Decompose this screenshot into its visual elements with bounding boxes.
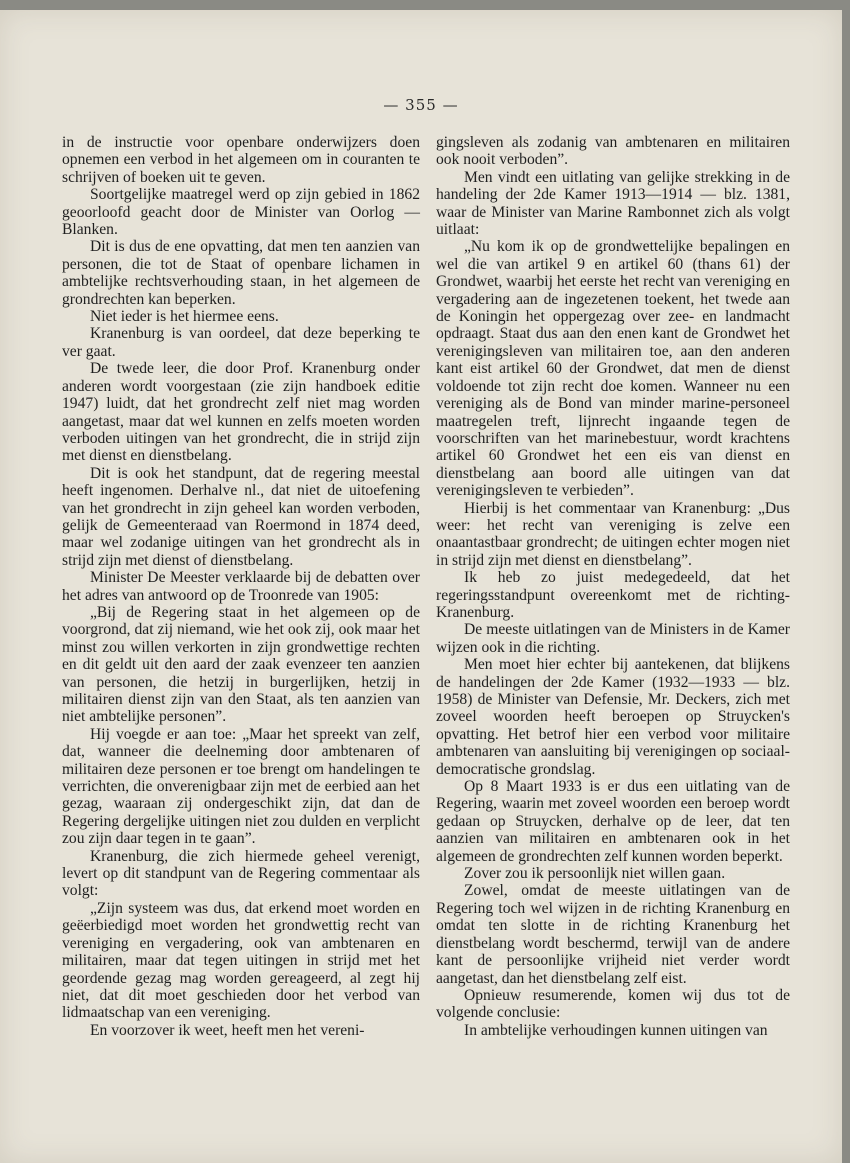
paragraph: Niet ieder is het hiermee eens. (90, 308, 279, 326)
left-column (62, 134, 420, 1039)
paragraph: En voorzover ik weet, heeft men het vereni- (90, 1021, 365, 1039)
paragraph: Kranenburg, die zich hiermede geheel verenigt, levert op dit standpunt van de Regering commentaar als volgt: (62, 847, 420, 900)
paragraph: Ik heb zo juist medegedeeld, dat het regeringsstandpunt overeenkomt met de richting-Kranenburg. (436, 569, 790, 621)
paragraph: De meeste uitlatingen van de Ministers in de Kamer wijzen ook in die richting. (436, 621, 790, 656)
paragraph: Zowel, omdat de meeste uitlatingen van de Regering toch wel wijzen in de richting Kranenburg en omdat ten slotte in de richting Kranenburg het dienstbelang wordt beschermd, terwijl van de andere kant de persoonlijke vrijheid niet verder wordt aangetast, dan het dienstbelang zelf eist. (436, 882, 790, 987)
paragraph: in de instructie voor openbare onderwijzers doen opnemen een verbod in het algemeen om in couranten te schrijven of boeken uit te geven. (62, 134, 420, 186)
paragraph: Men moet hier echter bij aantekenen, dat blijkens de handelingen der 2de Kamer (1932—1933 — blz. 1958) de Minister van Defensie, Mr. Deckers, zich met zoveel woorden heeft beroepen op Struycken's opvatting. Het betrof hier een verbod voor militaire ambtenaren van aansluiting bij verenigingen op sociaal-democratische grondslag. (436, 656, 790, 778)
paragraph: De twede leer, die door Prof. Kranenburg onder anderen wordt voorgestaan (zie zijn handboek editie 1947) luidt, dat het grondrecht zelf niet mag worden aangetast, maar dat wel kunnen en zelfs moeten worden verboden uitingen van het grondrecht, die in strijd zijn met dienst en dienstbelang. (62, 360, 420, 465)
document-page (0, 10, 842, 1163)
paragraph: Zover zou ik persoonlijk niet willen gaan. (464, 865, 726, 883)
right-column (436, 134, 790, 1039)
paragraph: In ambtelijke verhoudingen kunnen uitingen van (464, 1021, 768, 1039)
paragraph: Dit is ook het standpunt, dat de regering meestal heeft ingenomen. Derhalve nl., dat niet de uitoefening van het grondrecht in zijn geheel kan worden verboden, gelijk de Gemeenteraad van Roermond in 1874 deed, maar wel zodanige uitingen van het grondrecht als in strijd zijn met dienst of dienstbelang. (62, 464, 420, 569)
paragraph: „Bij de Regering staat in het algemeen op de voorgrond, dat zij niemand, wie het ook zij, ook maar het minst zou willen verkorten in zijn grondwettige rechten en dit geldt uit den aard der zaak evenzeer ten aanzien van personen, die hetzij in burgerlijken, hetzij in militairen dienst zijn van den Staat, als ten aanzien van niet ambtelijke personen”. (62, 603, 420, 726)
paragraph: Soortgelijke maatregel werd op zijn gebied in 1862 geoorloofd geacht door de Minister van Oorlog — Blanken. (62, 186, 420, 239)
paragraph: Dit is dus de ene opvatting, dat men ten aanzien van personen, die tot de Staat of openbare lichamen in ambtelijke rechtsverhouding staan, in het algemeen de grondrechten kan beperken. (62, 238, 420, 308)
paragraph: „Nu kom ik op de grondwettelijke bepalingen en wel die van artikel 9 en artikel 60 (thans 61) der Grondwet, waarbij het eerste het recht van vereniging en vergadering aan de ingezetenen toekent, het twede aan de Koningin het oppergezag over zee- en landmacht opdraagt. Staat dus aan den enen kant de Grondwet het verenigingsleven van militairen toe, aan den anderen kant eist artikel 60 der Grondwet, dat men de dienst voldoende tot zijn recht doe komen. Wanneer nu een vereniging als de Bond van minder marine-personeel maatregelen treft, lijnrecht ingaande tegen de voorschriften van het marinebestuur, wordt krachtens artikel 60 Grondwet het een eis van dienst en dienstbelang aan boord alle uitingen van dat verenigingsleven te verbieden”. (436, 238, 790, 500)
paragraph: gingsleven als zodanig van ambtenaren en militairen ook nooit verboden”. (436, 134, 790, 169)
paragraph: Op 8 Maart 1933 is er dus een uitlating van de Regering, waarin met zoveel woorden een beroep wordt gedaan op Struycken, derhalve op de leer, dat ten aanzien van militairen en ambtenaren ook in het algemeen de grondrechten zelf kunnen worden beperkt. (436, 778, 790, 865)
paragraph: Men vindt een uitlating van gelijke strekking in de handeling der 2de Kamer 1913—1914 — blz. 1381, waar de Minister van Marine Rambonnet zich als volgt uitlaat: (436, 168, 790, 239)
paragraph: Hij voegde er aan toe: „Maar het spreekt van zelf, dat, wanneer die deelneming door ambtenaren of militairen deze personen er toe brengt om handelingen te verrichten, die onverenigbaar zijn met de eerbied aan het gezag, waaraan zij ondergeschikt zijn, dat dan de Regering dergelijke uitingen niet zou dulden en verplicht zou zijn daar tegen in te gaan”. (62, 725, 420, 848)
paragraph: Hierbij is het commentaar van Kranenburg: „Dus weer: het recht van vereniging is zelve een onaantastbaar grondrecht; de uitingen echter mogen niet in strijd zijn met dienst en dienstbelang”. (436, 499, 790, 569)
paragraph: „Zijn systeem was dus, dat erkend moet worden en geëerbiedigd moet worden het grondwettig recht van vereniging en vergadering, ook van ambtenaren en militairen, maar dat tegen uitingen in strijd met het geordende gezag mag worden gereageerd, al zegt hij niet, dat dit moet geschieden door het verbod van lidmaatschap van een vereniging. (62, 899, 420, 1022)
paragraph: Minister De Meester verklaarde bij de debatten over het adres van antwoord op de Troonrede van 1905: (62, 569, 420, 604)
page-number: — 355 — (383, 96, 459, 114)
paragraph: Opnieuw resumerende, komen wij dus tot de volgende conclusie: (436, 986, 790, 1022)
paragraph: Kranenburg is van oordeel, dat deze beperking te ver gaat. (62, 325, 420, 360)
